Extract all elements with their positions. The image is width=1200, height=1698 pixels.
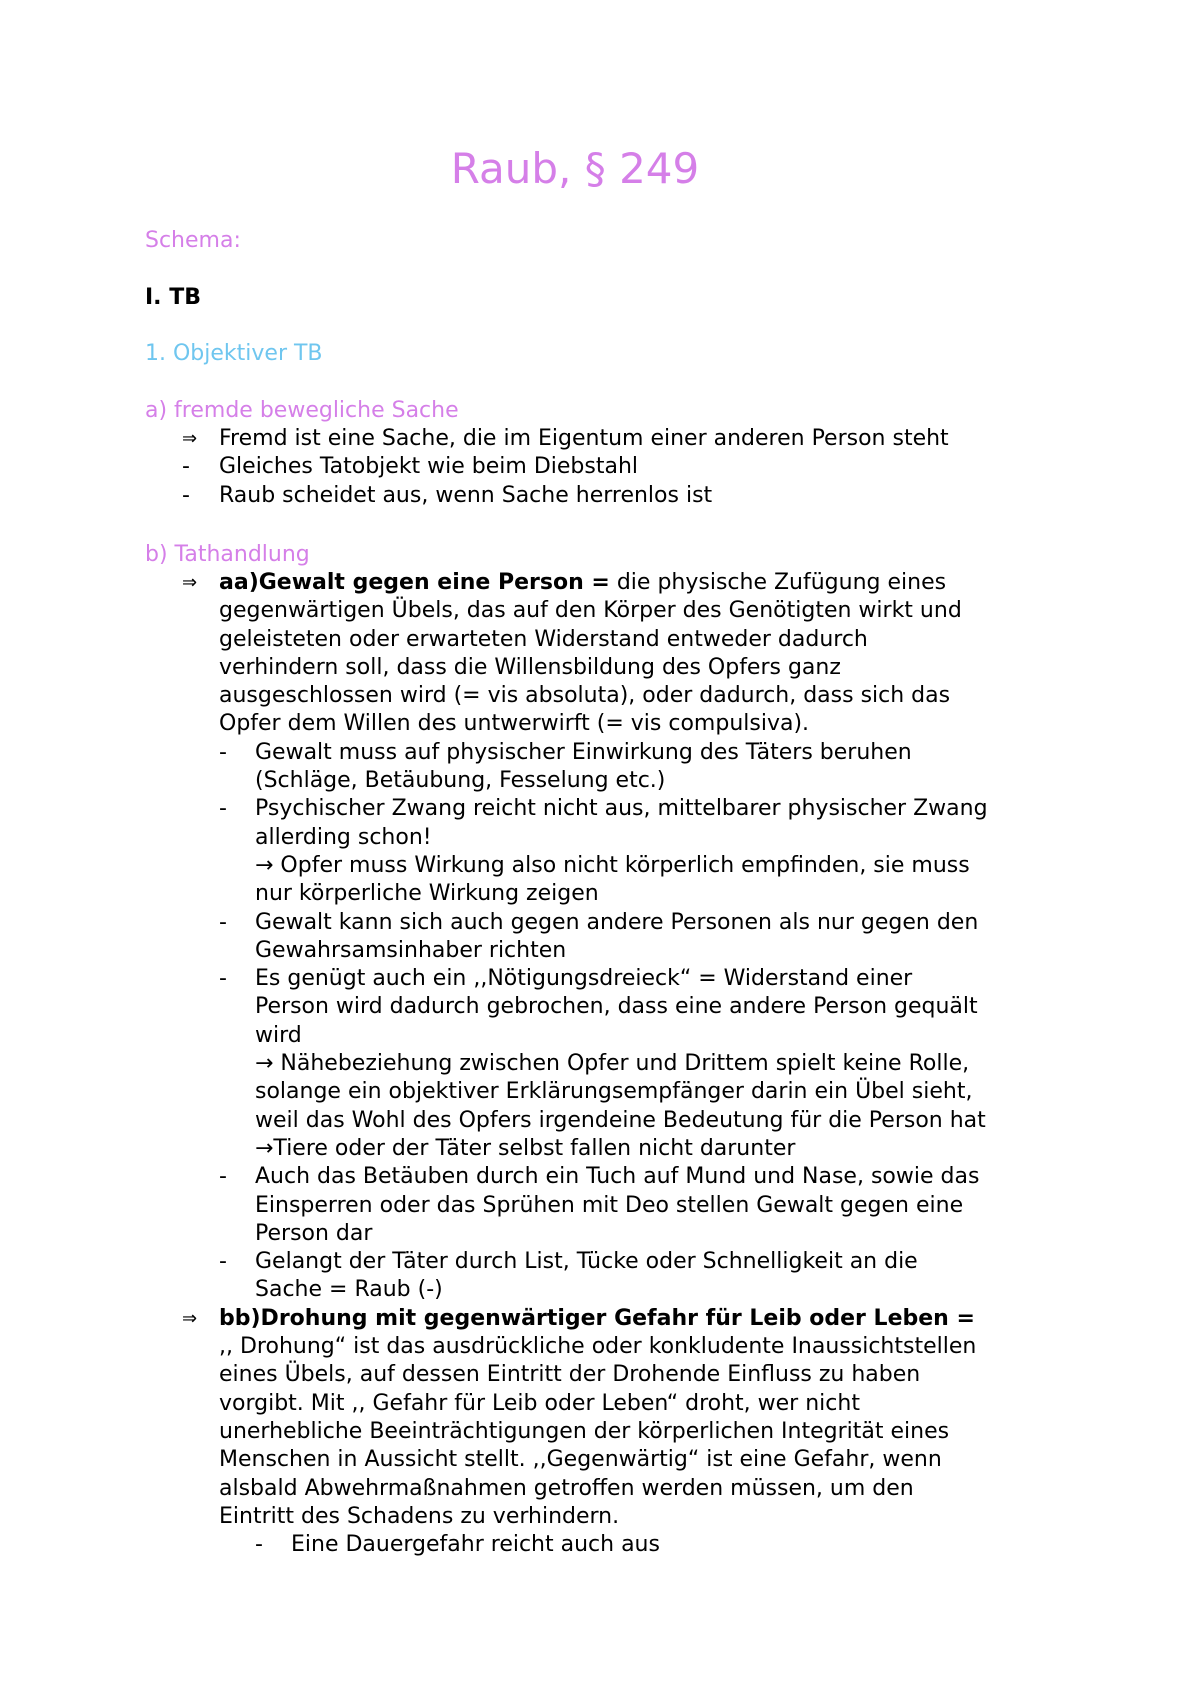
schema-label: Schema: (145, 228, 241, 253)
section-heading-tb: I. TB (145, 285, 201, 310)
document-page: Raub, § 249 Schema: I. TB 1. Objektiver TB a) fremde bewegliche Sache ⇒ Fremd ist eine Sache, die im Eigentum einer anderen Person steht - Gleiches Tatobjekt wie beim Diebstahl - Raub scheidet aus, wenn Sache herrenlos ist b) Tathandlung ⇒ aa)Gewalt gegen eine Person = die physische Zufügung eines gegenwärtigen Übels, das auf den Körper des Genötigten wirkt und geleisteten oder erwarteten Widerstand entweder dadurch verhindern soll, dass die Willensbildung des Opfers ganz ausgeschlossen wird (= vis absoluta), oder dadurch, dass sich das Opfer dem Willen des untwerwirft (= vis compulsiva). - Gewalt muss auf physischer Einwirkung des Täters beruhen (Schläge, Betäubung, Fesselung etc.) - Psychischer Zwang reicht nicht aus, mittelbarer physischer Zwang allerding schon! → Opfer muss Wirkung also nicht körperlich empfinden, sie muss nur körperliche Wirkung zeigen - Gewalt kann sich auch gegen andere Personen als nur gegen den Gewahrsamsinhaber richten - Es genügt auch ein ,,Nötigungsdreieck“ = Widerstand einer Person wird dadurch gebrochen, dass eine andere Person gequält wird → Nähebeziehung zwischen Opfer und Drittem spielt keine Rolle, solange ein objektiver Erklärungsempfänger darin ein Übel sieht, weil das Wohl des Opfers irgendeine Bedeutung für die Person hat →Tiere oder der Täter selbst fallen nicht darunter - Auch das Betäuben durch ein Tuch auf Mund und Nase, sowie das Einsperren oder das Sprühen mit Deo stellen Gewalt gegen eine Person dar - Gelangt der Täter durch List, Tücke oder Schnelligkeit an die Sache = Raub (-) ⇒ bb)Drohung mit gegenwärtiger Gefahr für Leib oder Leben = ,, Drohung“ ist das ausdrückliche oder konkludente Inaussichtstellen eines Übels, auf dessen Eintritt der Drohende Einfluss zu haben vorgibt. Mit ,, Gefahr für Leib oder Leben“ droht, wer nicht unerhebliche Beeinträchtigungen der körperlichen Integrität eines Menschen in Aussicht stellt. ,,Gegenwärtig“ ist eine Gefahr, wenn alsbald Abwehrmaßnahmen getroffen werden müssen, um den Eintritt des Schadens zu verhindern. - Eine Dauergefahr reicht auch aus (0, 0, 1200, 1698)
dash-bullet: - (219, 1164, 227, 1190)
item-heading-tathandlung: b) Tathandlung (145, 542, 310, 567)
dash-bullet: - (255, 1532, 263, 1558)
item-heading-fremde-sache: a) fremde bewegliche Sache (145, 398, 459, 423)
bb-label: bb)Drohung mit gegenwärtiger Gefahr für Leib oder Leben = (219, 1305, 975, 1331)
dash-bullet: - (219, 739, 227, 765)
arrow-icon: ⇒ (182, 1307, 198, 1329)
dash-bullet: - (219, 966, 227, 992)
dash-bullet: - (219, 1249, 227, 1275)
dash-bullet: - (182, 454, 190, 480)
aa-label: aa)Gewalt gegen eine Person = (219, 570, 610, 595)
arrow-icon: ⇒ (182, 428, 198, 449)
dash-bullet: - (219, 909, 227, 935)
dash-bullet: - (182, 482, 190, 508)
arrow-icon: ⇒ (182, 572, 198, 593)
page-title: Raub, § 249 (450, 144, 700, 193)
subsection-heading-objektiver-tb: 1. Objektiver TB (145, 341, 323, 366)
dash-bullet: - (219, 796, 227, 822)
